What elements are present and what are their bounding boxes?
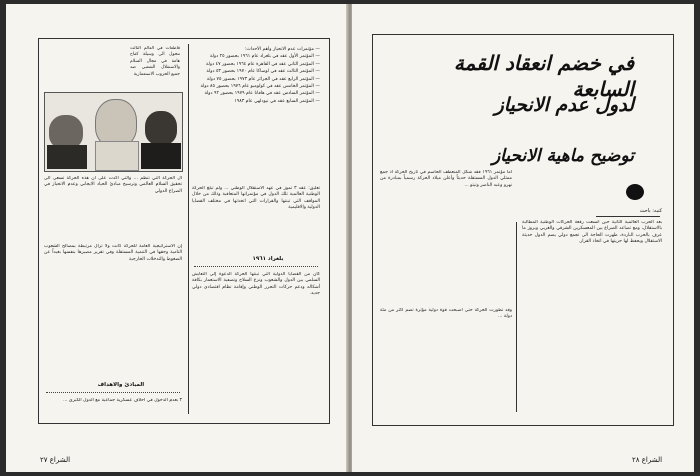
headline-line-3: توضيح ماهية الانحياز <box>491 146 634 166</box>
conferences-list: — مؤتمرات عدم الانحياز وأهم الأحداث: — المؤتمر الأول عقد في بلغراد عام ١٩٦١ بحضور ٢٥ دولة — المؤتمر الثاني عقد في القاهرة عام ١٩٦٤ بحضور ٤٧ دولة — المؤتمر الثالث عقد في لوساكا عام ١٩٧٠ بحضور ٥٣ دولة — المؤتمر الرابع عقد في الجزائر عام ١٩٧٣ بحضور ٧٥ دولة — المؤتمر الخامس عقد في كولومبو عام ١٩٧٦ بحضور ٨٥ دولة — المؤتمر السادس عقد في هافانا عام ١٩٧٩ بحضور ٩٢ دولة — المؤتمر السابع عقد في نيودلهي عام ١٩٨٣ <box>200 47 320 104</box>
left-page-right-col-body: تعليق: عقد ٣ تموز في عهد الاستقلال الوطني ... ولم تبلغ الحركة الوطنية العالمية تلك الدول في مؤتمراتها المتعاقبة وذلك من خلال المواقف التي تبنتها والقرارات التي اتخذتها في مختلف القضايا الدولية والاقليمية <box>192 186 320 211</box>
left-page-right-col-heading: بلغراد ١٩٦١ <box>252 256 284 262</box>
right-page-left-col-body2: وقد تطورت الحركة حتى أصبحت قوة دولية مؤثرة تضم أكثر من مئة دولة ... <box>380 308 512 320</box>
magazine-spread <box>6 4 694 472</box>
page-number-right: الشراع ٢٨ <box>632 456 663 464</box>
left-page-left-col-body2: إن الاستراتيجية العامة للحركة كانت ولا تزال مرتبطة بمصالح الشعوب النامية وحقها في التنمية المستقلة وفي تقرير مصيرها بنفسها بعيداً عن الضغوط والتدخلات الخارجية <box>44 244 182 262</box>
byline: كتبه: باحث <box>639 208 662 214</box>
page-number-left: الشراع ٢٧ <box>40 456 71 464</box>
section-divider-2 <box>46 392 180 393</box>
right-page-right-col-body: بعد الحرب العالمية الثانية حين اتسعت رقعة الحركات الوطنية المطالبة بالاستقلال، ومع تصاعد الصراع بين المعسكرين الشرقي والغربي وبروز ما عرف بالحرب الباردة، ظهرت الحاجة الى تجمع دولي يضم الدول حديثة الاستقلال ويحفظ لها حريتها في اتخاذ القرار. <box>522 220 662 245</box>
portrait-1-suit <box>47 145 87 169</box>
portrait-2-suit <box>95 141 139 171</box>
leaders-photo <box>44 92 183 172</box>
byline-rule <box>596 216 660 217</box>
portrait-3-suit <box>141 143 181 169</box>
left-page-left-col-body3: ٣ بعدم الدخول في أحلاف عسكرية جماعية مع الدول الكبرى ... <box>63 398 182 403</box>
left-page-left-col-heading: المبادئ والاهداف <box>97 382 145 388</box>
photo-caption: قاطعات في العالم الثالث تتحول الى وسيلة كفاح هامة في مجال السلام والاستقلال الشعبي ضد جميع الحروب الاستعمارية <box>130 46 180 77</box>
section-divider <box>194 266 318 267</box>
column-divider <box>188 44 189 414</box>
headline-line-2: لدول عدم الانحياز <box>494 94 634 116</box>
portrait-1 <box>49 115 83 149</box>
portrait-3 <box>145 111 177 145</box>
portrait-2 <box>95 99 137 147</box>
left-page-right-col-body2: كان من القضايا الدولية التي تبنتها الحركة الدعوة إلى التعايش السلمي بين الدول والشعوب ونزع السلاح وتصفية الاستعمار بكافة أشكاله ودعم حركات التحرر الوطني وإقامة نظام اقتصادي دولي جديد. <box>192 272 320 297</box>
right-column-divider <box>516 222 517 412</box>
left-page <box>6 4 348 472</box>
magazine-logo-icon <box>626 184 644 200</box>
headline-line-1: في خضم انعقاد القمة السابعة <box>453 51 634 101</box>
right-page-left-col-body: اما مؤتمر ١٩٦١ فقد شكل المنعطف الحاسم في تاريخ الحركة اذ جمع ممثلي الدول المستقلة حديثاً وأعلن ميلاد الحركة رسمياً بمبادرة من نهرو وعبد الناصر وتيتو ... <box>380 170 512 188</box>
right-page <box>352 4 694 472</box>
left-page-left-col-body: ال الحركة التي تنظم ... والتي أكدت على ان هذه الحركة تسعى الى تحقيق السلام العالمي وترسيخ مبادئ الحياد الايجابي وعدم الانحياز في الصراع الدولي <box>44 176 182 194</box>
